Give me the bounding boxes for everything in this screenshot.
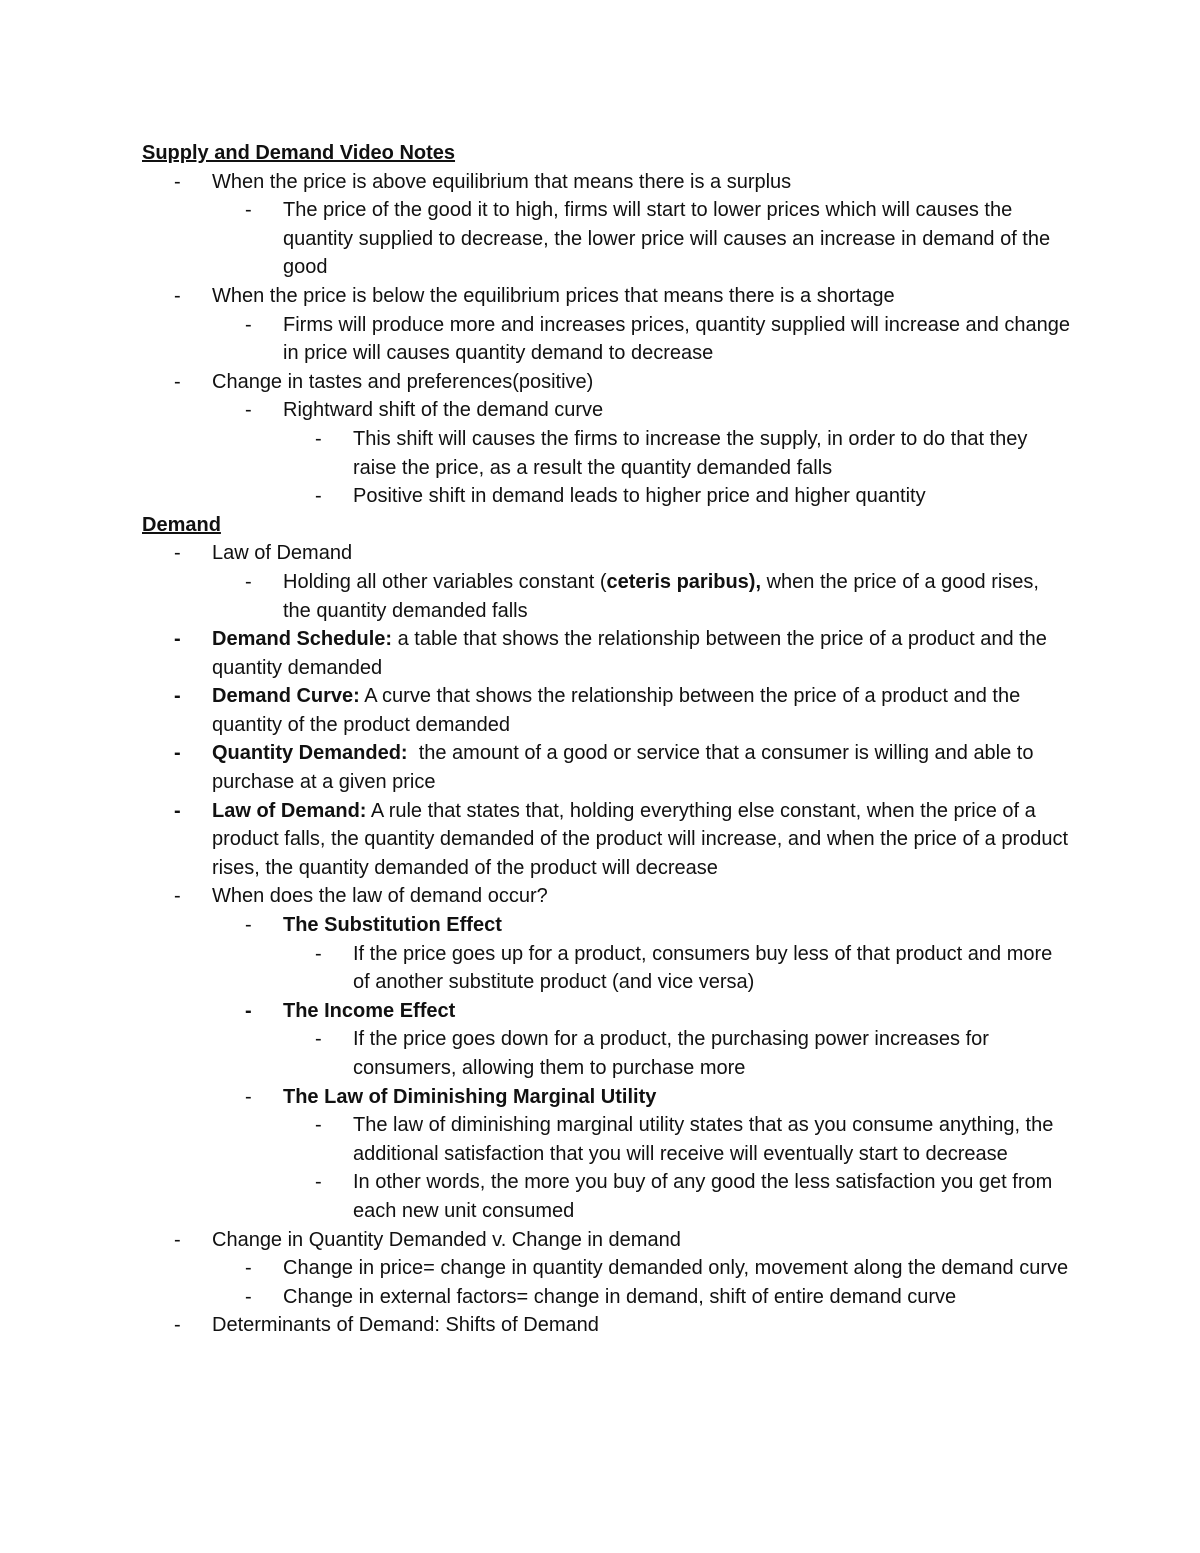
list-item — [142, 425, 1072, 482]
list-item — [142, 1283, 1072, 1312]
list-item-text: If the price goes up for a product, consumers buy less of that product and more of another substitute product (and vice versa) — [353, 942, 1053, 994]
list-item-text: This shift will causes the firms to increase the supply, in order to do that they raise the price, as a result the quantity demanded falls — [353, 427, 1028, 479]
term-definition: the amount of a good or service that a consumer is willing and able to purchase at a given price — [212, 742, 1040, 794]
list-item — [142, 882, 1072, 911]
term-definition: A curve that shows the relationship between the price of a product and the quantity of the product demanded — [212, 685, 1021, 736]
bullet-dash: - — [174, 370, 181, 393]
bullet-dash: - — [174, 685, 181, 708]
bullet-dash: - — [245, 1085, 252, 1108]
bullet-dash: - — [315, 1028, 322, 1051]
bullet-dash: - — [174, 542, 181, 565]
definition-quantity-demanded — [142, 739, 1072, 796]
list-item-text: If the price goes down for a product, the purchasing power increases for consumers, allowing them to purchase more — [353, 1028, 989, 1079]
term-label: Demand Schedule: — [212, 628, 393, 651]
term-definition: a table that shows the relationship between the price of a product and the quantity demanded — [212, 628, 1047, 679]
list-item-text: Holding all other variables constant ( — [283, 570, 607, 593]
list-item — [142, 1311, 1072, 1340]
bullet-dash: - — [245, 1257, 252, 1280]
list-item — [142, 282, 1072, 311]
list-item-text: Change in Quantity Demanded v. Change in demand — [212, 1228, 681, 1251]
subheading: The Substitution Effect — [283, 914, 502, 937]
list-item-income-effect — [142, 997, 1072, 1026]
term-ceteris-paribus: ceteris paribus), — [606, 570, 762, 593]
list-item-text: When the price is above equilibrium that means there is a surplus — [212, 170, 792, 193]
list-item — [142, 1168, 1072, 1225]
bullet-dash: - — [245, 1285, 252, 1308]
bullet-dash: - — [174, 885, 181, 908]
bullet-dash: - — [174, 170, 181, 193]
list-item — [142, 482, 1072, 511]
list-item — [142, 568, 1072, 625]
term-definition: A rule that states that, holding everything else constant, when the price of a product falls, the quantity demanded of the product will increase, and when the price of a product rises, the quantity demanded of the product will decrease — [212, 799, 1069, 879]
document-body — [142, 139, 1072, 1340]
list-item-text: Change in tastes and preferences(positive) — [212, 370, 594, 393]
subheading: The Income Effect — [283, 999, 456, 1022]
list-item — [142, 539, 1072, 568]
bullet-dash: - — [174, 628, 181, 651]
list-item — [142, 1111, 1072, 1168]
list-item-text: Change in price= change in quantity demanded only, movement along the demand curve — [283, 1257, 1069, 1280]
list-item — [142, 1025, 1072, 1082]
list-item-substitution-effect — [142, 911, 1072, 940]
list-item-text: When does the law of demand occur? — [212, 885, 548, 908]
bullet-dash: - — [245, 399, 252, 422]
list-item — [142, 396, 1072, 425]
list-item-text: In other words, the more you buy of any good the less satisfaction you get from each new unit consumed — [353, 1171, 1053, 1222]
list-item-text: Positive shift in demand leads to higher price and higher quantity — [353, 485, 926, 508]
bullet-dash: - — [315, 1171, 322, 1194]
bullet-dash: - — [315, 1114, 322, 1137]
term-label: Law of Demand: — [212, 799, 367, 822]
definition-demand-schedule — [142, 625, 1072, 682]
list-item-text: The law of diminishing marginal utility states that as you consume anything, the additional satisfaction that you will receive will eventually start to decrease — [353, 1114, 1054, 1165]
list-item — [142, 940, 1072, 997]
list-item — [142, 168, 1072, 197]
bullet-dash: - — [174, 742, 181, 765]
list-item — [142, 1254, 1072, 1283]
bullet-dash: - — [315, 427, 322, 450]
subheading: The Law of Diminishing Marginal Utility — [283, 1085, 657, 1108]
bullet-dash: - — [245, 199, 252, 222]
bullet-dash: - — [315, 942, 322, 965]
list-item — [142, 368, 1072, 397]
section-heading-supply-demand: Supply and Demand Video Notes — [142, 142, 456, 164]
term-label: Quantity Demanded: — [212, 742, 408, 765]
bullet-dash: - — [174, 284, 181, 307]
list-item-text: Firms will produce more and increases prices, quantity supplied will increase and change in price will causes quantity demand to decrease — [283, 313, 1071, 365]
list-item-text: Determinants of Demand: Shifts of Demand — [212, 1314, 599, 1337]
list-item-text: when the price of a good rises, the quantity demanded falls — [283, 570, 1039, 622]
list-item — [142, 311, 1072, 368]
bullet-dash: - — [174, 799, 181, 822]
list-item — [142, 1226, 1072, 1255]
list-item-text: Law of Demand — [212, 542, 353, 565]
list-item-text: Change in external factors= change in demand, shift of entire demand curve — [283, 1285, 957, 1308]
term-label: Demand Curve: — [212, 685, 360, 708]
list-item-diminishing-marginal-utility — [142, 1083, 1072, 1112]
bullet-dash: - — [174, 1314, 181, 1337]
list-item-text: When the price is below the equilibrium prices that means there is a shortage — [212, 284, 895, 307]
bullet-dash: - — [245, 914, 252, 937]
bullet-dash: - — [315, 485, 322, 508]
section-heading-demand: Demand — [142, 513, 221, 536]
bullet-dash: - — [245, 313, 252, 336]
definition-demand-curve — [142, 682, 1072, 739]
definition-law-of-demand — [142, 797, 1072, 883]
list-item-text: The price of the good it to high, firms will start to lower prices which will causes the quantity supplied to decrease, the lower price will causes an increase in demand of the good — [283, 199, 1051, 279]
bullet-dash: - — [245, 999, 252, 1022]
list-item — [142, 196, 1072, 282]
bullet-dash: - — [245, 570, 252, 593]
list-item-text: Rightward shift of the demand curve — [283, 399, 604, 422]
bullet-dash: - — [174, 1228, 181, 1251]
